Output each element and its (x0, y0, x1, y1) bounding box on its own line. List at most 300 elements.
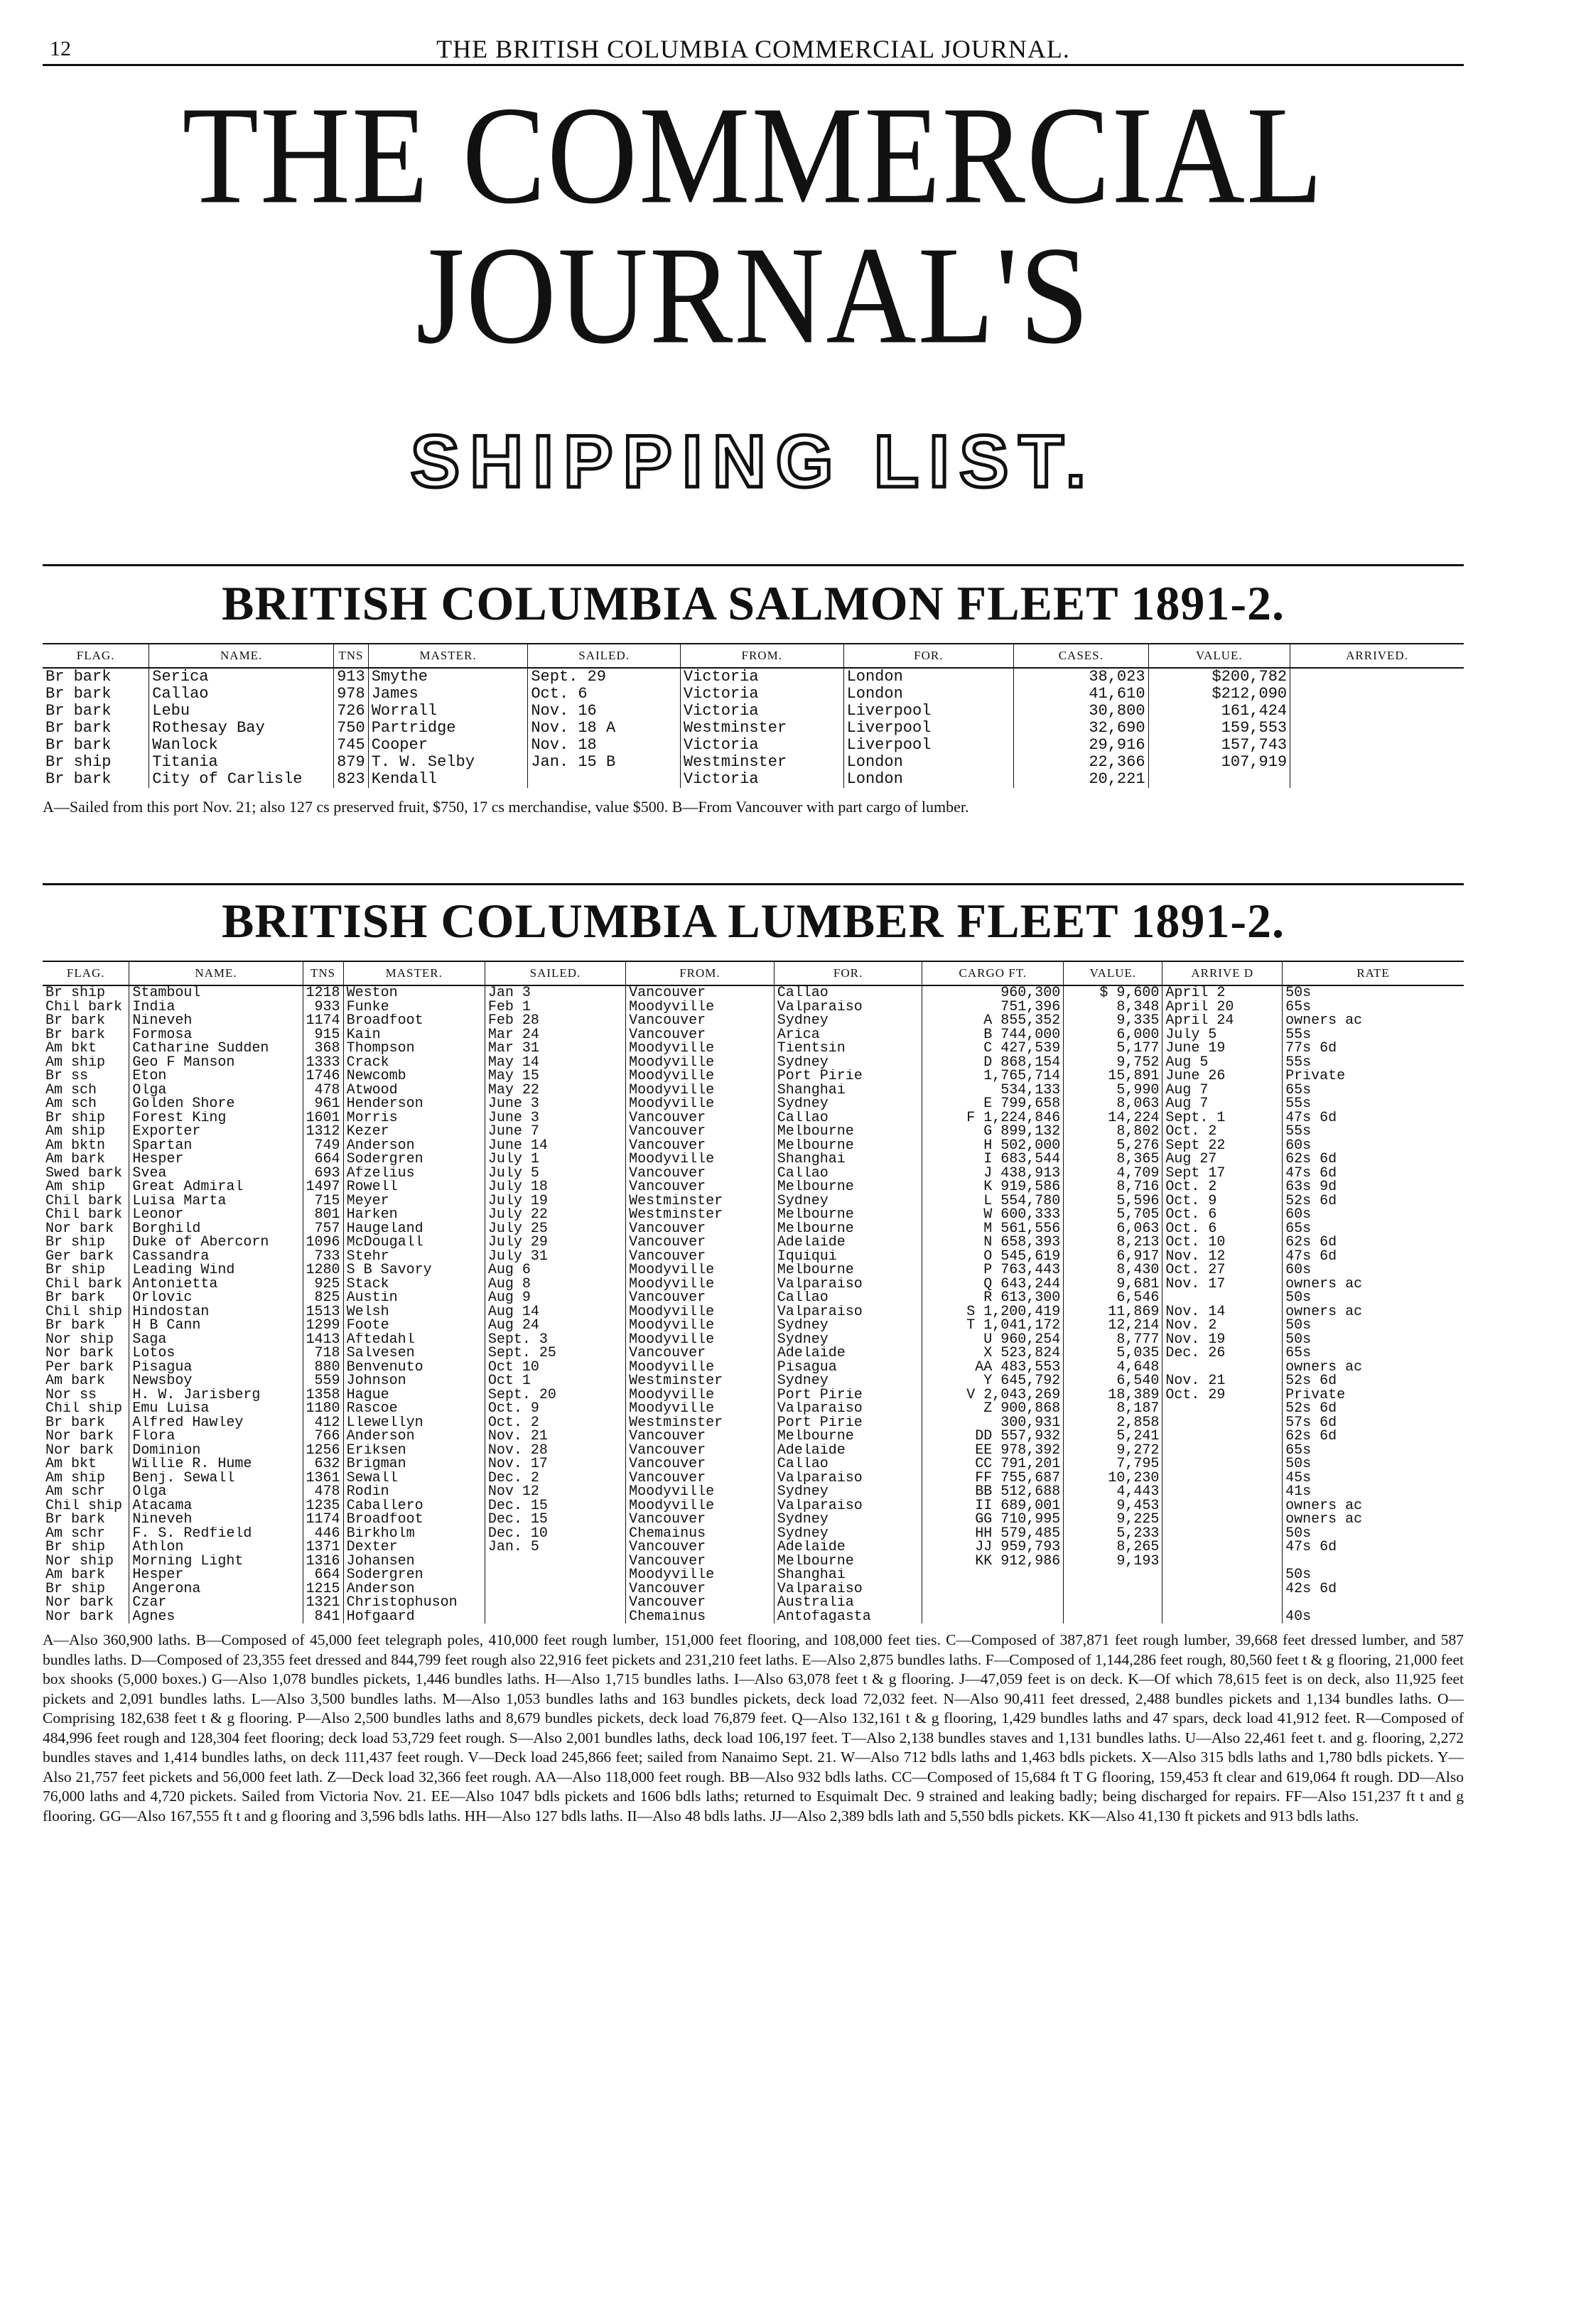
salmon-cell: Worrall (368, 703, 528, 720)
lumber-cell: Arica (774, 1028, 922, 1042)
table-row (43, 1361, 1464, 1375)
lumber-cell: 65s (1285, 1443, 1312, 1458)
table-row (43, 1291, 1464, 1305)
lumber-cell (922, 1610, 1064, 1624)
lumber-cell: 62s 6d (1285, 1429, 1337, 1444)
lumber-cell: Vancouver (626, 1236, 775, 1250)
lumber-cell: July 22 (485, 1208, 625, 1222)
lumber-cell: 664 (303, 1568, 343, 1582)
lumber-cell: Vancouver (626, 985, 775, 1000)
lumber-cell: Antonietta (129, 1277, 303, 1292)
lumber-cell: Lotos (129, 1346, 303, 1361)
lumber-cell: 18,389 (1064, 1388, 1162, 1402)
lumber-cell: Vancouver (626, 1111, 775, 1125)
lumber-cell: 11,869 (1064, 1305, 1162, 1319)
table-row (43, 1125, 1464, 1139)
lumber-cell: 1333 (303, 1056, 343, 1070)
lumber-cell: DD 557,932 (922, 1429, 1064, 1444)
salmon-cell: Br bark (43, 686, 149, 703)
salmon-cell: Victoria (680, 771, 843, 788)
salmon-cell: Lebu (149, 703, 334, 720)
table-row (43, 1222, 1464, 1236)
lumber-cell: July 25 (485, 1222, 625, 1236)
lumber-cell: April 24 (1162, 1014, 1283, 1028)
lumber-cell: KK 912,986 (922, 1555, 1064, 1569)
lumber-cell: 632 (303, 1457, 343, 1471)
lumber-cell: Am sch (43, 1097, 129, 1111)
salmon-cell: Wanlock (149, 737, 334, 754)
lumber-cell (922, 1582, 1064, 1596)
lumber-cell: owners ac (1285, 1304, 1363, 1319)
table-row (43, 1152, 1464, 1167)
lumber-cell: 1256 (303, 1444, 343, 1458)
lumber-cell: 1497 (303, 1180, 343, 1194)
lumber-cell: 1413 (303, 1333, 343, 1347)
lumber-cell: Westminster (626, 1194, 775, 1209)
lumber-cell: 961 (303, 1097, 343, 1111)
lumber-cell: Austin (343, 1291, 485, 1305)
table-row (43, 1471, 1464, 1486)
lumber-cell: Valparaiso (774, 1305, 922, 1319)
lumber-cell: June 7 (485, 1125, 625, 1139)
lumber-cell: Callao (774, 1111, 922, 1125)
lumber-cell: Chemainus (626, 1527, 775, 1541)
salmon-cell (1290, 754, 1464, 771)
lumber-cell: Moodyville (626, 1568, 775, 1582)
lumber-cell (485, 1610, 625, 1624)
lumber-cell: Aug 7 (1162, 1097, 1283, 1111)
lumber-column-header: FOR. (774, 961, 922, 985)
lumber-cell: Melbourne (774, 1263, 922, 1277)
lumber-cell: 1312 (303, 1125, 343, 1139)
lumber-cell: April 20 (1162, 1000, 1283, 1015)
lumber-cell: Aug 6 (485, 1263, 625, 1277)
lumber-cell: Y 645,792 (922, 1374, 1064, 1388)
table-row (43, 1485, 1464, 1499)
lumber-cell: Exporter (129, 1125, 303, 1139)
lumber-cell (1162, 1582, 1283, 1596)
lumber-cell: Duke of Abercorn (129, 1236, 303, 1250)
lumber-cell: J 438,913 (922, 1167, 1064, 1181)
lumber-column-header: FROM. (626, 961, 775, 985)
salmon-cell: 107,919 (1148, 754, 1290, 771)
lumber-cell: Chemainus (626, 1610, 775, 1624)
lumber-column-header: NAME. (129, 961, 303, 985)
lumber-cell: July 19 (485, 1194, 625, 1209)
lumber-cell: Antofagasta (774, 1610, 922, 1624)
lumber-cell (1162, 1402, 1283, 1416)
lumber-cell: 65s (1285, 1346, 1312, 1361)
lumber-cell: Adelaide (774, 1236, 922, 1250)
salmon-cell: Liverpool (843, 703, 1013, 720)
lumber-cell: 925 (303, 1277, 343, 1292)
lumber-cell (1283, 1596, 1464, 1610)
salmon-cell: 41,610 (1014, 686, 1149, 703)
salmon-cell: James (368, 686, 528, 703)
lumber-cell: Aug 24 (485, 1319, 625, 1333)
lumber-cell: Sydney (774, 1319, 922, 1333)
lumber-cell: 368 (303, 1042, 343, 1056)
salmon-cell (1290, 686, 1464, 703)
lumber-cell: owners ac (1285, 1513, 1363, 1527)
lumber-cell: 8,430 (1064, 1263, 1162, 1277)
table-row (43, 1069, 1464, 1083)
lumber-cell: Morning Light (129, 1555, 303, 1569)
lumber-cell: Nov. 28 (485, 1444, 625, 1458)
lumber-cell: 801 (303, 1208, 343, 1222)
lumber-cell: Nor bark (43, 1429, 129, 1444)
lumber-cell: Welsh (343, 1305, 485, 1319)
lumber-cell: Henderson (343, 1097, 485, 1111)
lumber-cell: AA 483,553 (922, 1361, 1064, 1375)
lumber-cell: Hesper (129, 1152, 303, 1167)
lumber-cell: July 29 (485, 1236, 625, 1250)
lumber-cell: Am ship (43, 1471, 129, 1486)
lumber-cell (922, 1596, 1064, 1610)
lumber-cell: Thompson (343, 1042, 485, 1056)
lumber-cell: July 5 (1162, 1028, 1283, 1042)
lumber-cell: Br ship (43, 1111, 129, 1125)
lumber-cell: 751,396 (922, 1000, 1064, 1015)
lumber-cell: Vancouver (626, 1139, 775, 1153)
lumber-cell: Vancouver (626, 1513, 775, 1527)
lumber-cell: Moodyville (626, 1305, 775, 1319)
lumber-cell: Am bktn (43, 1139, 129, 1153)
lumber-cell: Emu Luisa (129, 1402, 303, 1416)
lumber-cell: Aug 8 (485, 1277, 625, 1292)
salmon-column-header: FOR. (843, 644, 1013, 668)
lumber-cell: Stamboul (129, 985, 303, 1000)
lumber-cell: Vancouver (626, 1180, 775, 1194)
lumber-cell: 52s 6d (1285, 1402, 1337, 1416)
lumber-cell: 478 (303, 1083, 343, 1098)
lumber-cell: Private (1285, 1388, 1346, 1402)
table-row (43, 1429, 1464, 1444)
lumber-cell: 8,802 (1064, 1125, 1162, 1139)
lumber-cell: Formosa (129, 1028, 303, 1042)
salmon-cell: 22,366 (1014, 754, 1149, 771)
table-row (43, 1527, 1464, 1541)
lumber-cell: 300,931 (922, 1416, 1064, 1430)
lumber-column-header: ARRIVE D (1162, 961, 1283, 985)
lumber-cell: Christophuson (343, 1596, 485, 1610)
lumber-cell: Broadfoot (343, 1014, 485, 1028)
lumber-cell: Rodin (343, 1485, 485, 1499)
lumber-cell: 55s (1285, 1027, 1312, 1042)
lumber-cell: Australia (774, 1596, 922, 1610)
lumber-cell: D 868,154 (922, 1056, 1064, 1070)
lumber-cell: 412 (303, 1416, 343, 1430)
lumber-cell: K 919,586 (922, 1180, 1064, 1194)
table-row (43, 1014, 1464, 1028)
lumber-cell: Atwood (343, 1083, 485, 1098)
lumber-cell: 8,063 (1064, 1097, 1162, 1111)
salmon-cell: Kendall (368, 771, 528, 788)
lumber-cell: Vancouver (626, 1471, 775, 1486)
lumber-cell: Nov. 19 (1162, 1333, 1283, 1347)
masthead-title: THE COMMERCIAL JOURNAL'S (182, 77, 1324, 374)
lumber-cell: Oct. 27 (1162, 1263, 1283, 1277)
salmon-cell: $212,090 (1148, 686, 1290, 703)
lumber-cell: Pisagua (129, 1361, 303, 1375)
table-row (43, 1444, 1464, 1458)
lumber-cell: Br ship (43, 1582, 129, 1596)
lumber-cell: 8,777 (1064, 1333, 1162, 1347)
lumber-cell: May 22 (485, 1083, 625, 1098)
lumber-cell: 5,596 (1064, 1194, 1162, 1209)
lumber-cell: Melbourne (774, 1125, 922, 1139)
lumber-cell: Chil bark (43, 1277, 129, 1292)
salmon-header-row (43, 644, 1464, 668)
lumber-cell: 1316 (303, 1555, 343, 1569)
lumber-cell: Sydney (774, 1333, 922, 1347)
lumber-cell: Feb 1 (485, 1000, 625, 1015)
lumber-cell: 12,214 (1064, 1319, 1162, 1333)
lumber-cell: 4,709 (1064, 1167, 1162, 1181)
lumber-cell: Angerona (129, 1582, 303, 1596)
lumber-cell: Great Admiral (129, 1180, 303, 1194)
lumber-cell: Sept. 3 (485, 1333, 625, 1347)
lumber-cell: G 899,132 (922, 1125, 1064, 1139)
salmon-column-header: SAILED. (528, 644, 681, 668)
lumber-cell: Valparaiso (774, 1582, 922, 1596)
lumber-cell: Ger bark (43, 1250, 129, 1264)
lumber-cell: July 18 (485, 1180, 625, 1194)
lumber-cell: Rowell (343, 1180, 485, 1194)
lumber-cell: F. S. Redfield (129, 1527, 303, 1541)
table-row (43, 1180, 1464, 1194)
lumber-cell: 55s (1285, 1125, 1312, 1139)
lumber-cell: Shanghai (774, 1152, 922, 1167)
lumber-cell (1162, 1499, 1283, 1513)
lumber-cell: 8,187 (1064, 1402, 1162, 1416)
lumber-cell: 55s (1285, 1055, 1312, 1070)
lumber-cell: Dec. 26 (1162, 1346, 1283, 1361)
lumber-cell: 50s (1285, 1526, 1312, 1541)
table-row (43, 1250, 1464, 1264)
lumber-cell: Sydney (774, 1513, 922, 1527)
lumber-cell: II 689,001 (922, 1499, 1064, 1513)
lumber-cell: Sodergren (343, 1152, 485, 1167)
lumber-cell: Chil bark (43, 1000, 129, 1015)
lumber-cell: Nor bark (43, 1346, 129, 1361)
lumber-cell: 1218 (303, 985, 343, 1000)
salmon-cell: 750 (334, 720, 369, 737)
lumber-cell: Czar (129, 1596, 303, 1610)
lumber-cell: Aug 5 (1162, 1056, 1283, 1070)
lumber-cell: Haugeland (343, 1222, 485, 1236)
lumber-cell: Flora (129, 1429, 303, 1444)
lumber-cell (485, 1582, 625, 1596)
lumber-cell: 766 (303, 1429, 343, 1444)
salmon-cell: 726 (334, 703, 369, 720)
salmon-cell (1290, 771, 1464, 788)
lumber-cell: Nor ss (43, 1388, 129, 1402)
lumber-cell: 8,348 (1064, 1000, 1162, 1015)
lumber-cell: Vancouver (626, 1346, 775, 1361)
salmon-cell (1290, 668, 1464, 686)
lumber-cell: 9,335 (1064, 1014, 1162, 1028)
lumber-cell: 5,233 (1064, 1527, 1162, 1541)
salmon-cell: Titania (149, 754, 334, 771)
lumber-cell: Chil bark (43, 1208, 129, 1222)
lumber-cell: Westminster (626, 1374, 775, 1388)
lumber-cell (1064, 1610, 1162, 1624)
lumber-cell: Callao (774, 1457, 922, 1471)
lumber-cell: Atacama (129, 1499, 303, 1513)
table-row (43, 1208, 1464, 1222)
lumber-cell: Kain (343, 1028, 485, 1042)
lumber-cell: Stehr (343, 1250, 485, 1264)
lumber-cell: GG 710,995 (922, 1513, 1064, 1527)
salmon-column-header: ARRIVED. (1290, 644, 1464, 668)
lumber-cell: 47s 6d (1285, 1249, 1337, 1264)
lumber-cell: 757 (303, 1222, 343, 1236)
lumber-cell: Moodyville (626, 1000, 775, 1015)
lumber-cell: Chil ship (43, 1305, 129, 1319)
lumber-cell: Port Pirie (774, 1416, 922, 1430)
lumber-cell: Anderson (343, 1139, 485, 1153)
lumber-cell: 42s 6d (1285, 1582, 1337, 1596)
lumber-cell: 8,365 (1064, 1152, 1162, 1167)
lumber-cell: Chil bark (43, 1194, 129, 1209)
lumber-cell: Sydney (774, 1194, 922, 1209)
lumber-cell: June 19 (1162, 1042, 1283, 1056)
lumber-cell: Oct. 6 (1162, 1222, 1283, 1236)
lumber-cell (1162, 1444, 1283, 1458)
lumber-cell: Anderson (343, 1582, 485, 1596)
lumber-cell: Hesper (129, 1568, 303, 1582)
salmon-cell: 913 (334, 668, 369, 686)
lumber-cell: Callao (774, 1167, 922, 1181)
lumber-cell: 880 (303, 1361, 343, 1375)
lumber-cell: 9,453 (1064, 1499, 1162, 1513)
lumber-cell: Melbourne (774, 1555, 922, 1569)
lumber-cell: 50s (1285, 1568, 1312, 1582)
lumber-cell: Oct. 2 (1162, 1180, 1283, 1194)
lumber-cell: Nov. 17 (1162, 1277, 1283, 1292)
lumber-cell (1162, 1429, 1283, 1444)
lumber-cell (922, 1568, 1064, 1582)
lumber-cell: Am ship (43, 1180, 129, 1194)
table-row (43, 1194, 1464, 1209)
lumber-column-header: TNS (303, 961, 343, 985)
lumber-cell: June 14 (485, 1139, 625, 1153)
lumber-cell: Melbourne (774, 1139, 922, 1153)
table-row (43, 1042, 1464, 1056)
table-row (43, 1236, 1464, 1250)
lumber-cell: Dominion (129, 1444, 303, 1458)
lumber-cell: I 683,544 (922, 1152, 1064, 1167)
lumber-cell: 7,795 (1064, 1457, 1162, 1471)
salmon-cell: $200,782 (1148, 668, 1290, 686)
lumber-cell: Sept 17 (1162, 1167, 1283, 1181)
lumber-cell: Dec. 15 (485, 1513, 625, 1527)
lumber-cell: Meyer (343, 1194, 485, 1209)
lumber-cell: Adelaide (774, 1346, 922, 1361)
lumber-cell: H 502,000 (922, 1139, 1064, 1153)
lumber-fleet-table (43, 961, 1464, 1623)
lumber-cell: Eriksen (343, 1444, 485, 1458)
lumber-cell: 693 (303, 1167, 343, 1181)
lumber-cell: Z 900,868 (922, 1402, 1064, 1416)
lumber-cell: O 545,619 (922, 1250, 1064, 1264)
lumber-cell: Br bark (43, 1291, 129, 1305)
lumber-cell: Willie R. Hume (129, 1457, 303, 1471)
lumber-cell: 1371 (303, 1540, 343, 1555)
lumber-cell: Q 643,244 (922, 1277, 1064, 1292)
lumber-cell: Saga (129, 1333, 303, 1347)
lumber-cell: Adelaide (774, 1540, 922, 1555)
lumber-cell: Vancouver (626, 1582, 775, 1596)
salmon-cell: 161,424 (1148, 703, 1290, 720)
lumber-cell: 6,540 (1064, 1374, 1162, 1388)
lumber-cell: 8,213 (1064, 1236, 1162, 1250)
lumber-cell: Nov. 17 (485, 1457, 625, 1471)
table-row (43, 1568, 1464, 1582)
salmon-cell (528, 771, 681, 788)
lumber-cell: Nov. 21 (485, 1429, 625, 1444)
lumber-cell: Vancouver (626, 1596, 775, 1610)
lumber-cell: Salvesen (343, 1346, 485, 1361)
lumber-cell: Dec. 10 (485, 1527, 625, 1541)
salmon-cell: London (843, 754, 1013, 771)
lumber-cell: 1358 (303, 1388, 343, 1402)
lumber-cell: Oct. 6 (1162, 1208, 1283, 1222)
lumber-cell: 47s 6d (1285, 1540, 1337, 1555)
lumber-cell: Moodyville (626, 1263, 775, 1277)
lumber-cell: 9,752 (1064, 1056, 1162, 1070)
lumber-cell: Br ship (43, 1236, 129, 1250)
lumber-column-header: CARGO FT. (922, 961, 1064, 985)
table-row (43, 703, 1464, 720)
lumber-cell: Newsboy (129, 1374, 303, 1388)
lumber-cell (1162, 1596, 1283, 1610)
salmon-cell: 29,916 (1014, 737, 1149, 754)
lumber-cell: 65s (1285, 1221, 1312, 1236)
lumber-cell: Vancouver (626, 1125, 775, 1139)
salmon-column-header: VALUE. (1148, 644, 1290, 668)
lumber-cell: Shanghai (774, 1568, 922, 1582)
lumber-cell: 50s (1285, 1332, 1312, 1347)
lumber-cell: Sept. 25 (485, 1346, 625, 1361)
lumber-cell: Mar 24 (485, 1028, 625, 1042)
lumber-cell: 52s 6d (1285, 1194, 1337, 1209)
lumber-cell: 825 (303, 1291, 343, 1305)
lumber-cell (1064, 1568, 1162, 1582)
lumber-cell: S 1,200,419 (922, 1305, 1064, 1319)
lumber-cell: Iquiqui (774, 1250, 922, 1264)
lumber-cell: Moodyville (626, 1097, 775, 1111)
salmon-cell: Jan. 15 B (528, 754, 681, 771)
lumber-cell: 8,716 (1064, 1180, 1162, 1194)
lumber-cell: 47s 6d (1285, 1166, 1337, 1181)
lumber-cell: 715 (303, 1194, 343, 1209)
lumber-cell: May 15 (485, 1069, 625, 1083)
lumber-cell: 9,272 (1064, 1444, 1162, 1458)
lumber-cell: Br ss (43, 1069, 129, 1083)
lumber-cell: Melbourne (774, 1180, 922, 1194)
lumber-cell: Olga (129, 1485, 303, 1499)
lumber-cell: Benj. Sewall (129, 1471, 303, 1486)
lumber-cell: Melbourne (774, 1222, 922, 1236)
lumber-cell: 1321 (303, 1596, 343, 1610)
salmon-cell: Cooper (368, 737, 528, 754)
lumber-cell: Morris (343, 1111, 485, 1125)
lumber-cell: 65s (1285, 1000, 1312, 1015)
lumber-cell: Moodyville (626, 1361, 775, 1375)
lumber-cell: 664 (303, 1152, 343, 1167)
